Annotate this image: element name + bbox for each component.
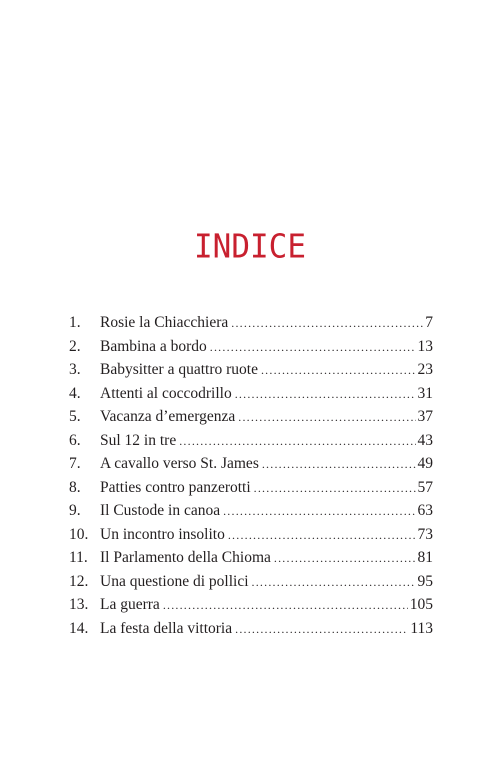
toc-entry <box>69 617 433 641</box>
toc-page: 113 <box>410 619 433 637</box>
toc-number: 6. <box>69 431 81 449</box>
toc-title: Vacanza d’emergenza <box>100 408 236 425</box>
table-of-contents <box>69 311 433 640</box>
toc-page: 105 <box>409 596 433 613</box>
toc-entry <box>69 523 433 547</box>
toc-number: 3. <box>69 361 81 378</box>
toc-title: Rosie la Chiacchiera <box>100 314 229 331</box>
dot-leader <box>238 406 415 430</box>
toc-title: Bambina a bordo <box>100 337 207 355</box>
toc-title: Un incontro insolito <box>100 525 225 543</box>
dot-leader <box>223 500 415 524</box>
toc-page: 37 <box>417 408 433 425</box>
toc-title: Attenti al coccodrillo <box>100 384 232 402</box>
dot-leader <box>261 359 416 383</box>
dot-leader <box>274 547 416 571</box>
toc-entry <box>69 570 433 594</box>
toc-page: 7 <box>425 314 433 331</box>
dot-leader <box>254 477 416 501</box>
toc-number: 9. <box>69 502 81 519</box>
toc-entry <box>69 311 433 335</box>
toc-page: 31 <box>417 384 433 402</box>
dot-leader <box>262 453 416 477</box>
dot-leader <box>252 571 416 595</box>
toc-page: 43 <box>417 431 433 449</box>
toc-entry <box>69 335 433 359</box>
toc-entry <box>69 476 433 500</box>
toc-title: Sul 12 in tre <box>100 431 177 449</box>
toc-page: 73 <box>417 525 433 543</box>
toc-number: 12. <box>69 572 89 590</box>
toc-page: 81 <box>417 549 433 566</box>
toc-page: 57 <box>417 478 433 496</box>
toc-page: 23 <box>417 361 433 378</box>
toc-number: 5. <box>69 408 81 425</box>
toc-number: 11. <box>69 549 88 566</box>
toc-page: 63 <box>417 502 433 519</box>
toc-title: La festa della vittoria <box>100 619 233 637</box>
dot-leader <box>235 383 416 407</box>
toc-entry <box>69 429 433 453</box>
toc-title: Una questione di pollici <box>100 572 249 590</box>
dot-leader <box>179 430 415 454</box>
toc-number: 14. <box>69 619 89 637</box>
toc-number: 13. <box>69 596 89 613</box>
toc-entry <box>69 546 433 570</box>
toc-entry <box>69 405 433 429</box>
dot-leader <box>235 618 408 642</box>
dot-leader <box>210 336 416 360</box>
page-title: INDICE <box>194 228 306 266</box>
toc-number: 8. <box>69 478 81 496</box>
toc-number: 1. <box>69 314 81 331</box>
toc-number: 7. <box>69 455 81 472</box>
toc-number: 4. <box>69 384 81 402</box>
toc-title: Il Parlamento della Chioma <box>100 549 271 566</box>
toc-entry <box>69 358 433 382</box>
toc-page: 95 <box>417 572 433 590</box>
toc-page: 49 <box>417 455 433 472</box>
toc-page: 13 <box>417 337 433 355</box>
toc-title: Il Custode in canoa <box>100 502 221 519</box>
dot-leader <box>163 594 408 618</box>
dot-leader <box>228 524 416 548</box>
toc-title: Babysitter a quattro ruote <box>100 361 258 378</box>
toc-title: La guerra <box>100 596 160 613</box>
dot-leader <box>231 312 423 336</box>
toc-number: 2. <box>69 337 81 355</box>
toc-title: Patties contro panzerotti <box>100 478 251 496</box>
toc-number: 10. <box>69 525 89 543</box>
toc-title: A cavallo verso St. James <box>100 455 259 472</box>
toc-entry <box>69 593 433 617</box>
toc-entry <box>69 452 433 476</box>
toc-entry <box>69 382 433 406</box>
toc-entry <box>69 499 433 523</box>
